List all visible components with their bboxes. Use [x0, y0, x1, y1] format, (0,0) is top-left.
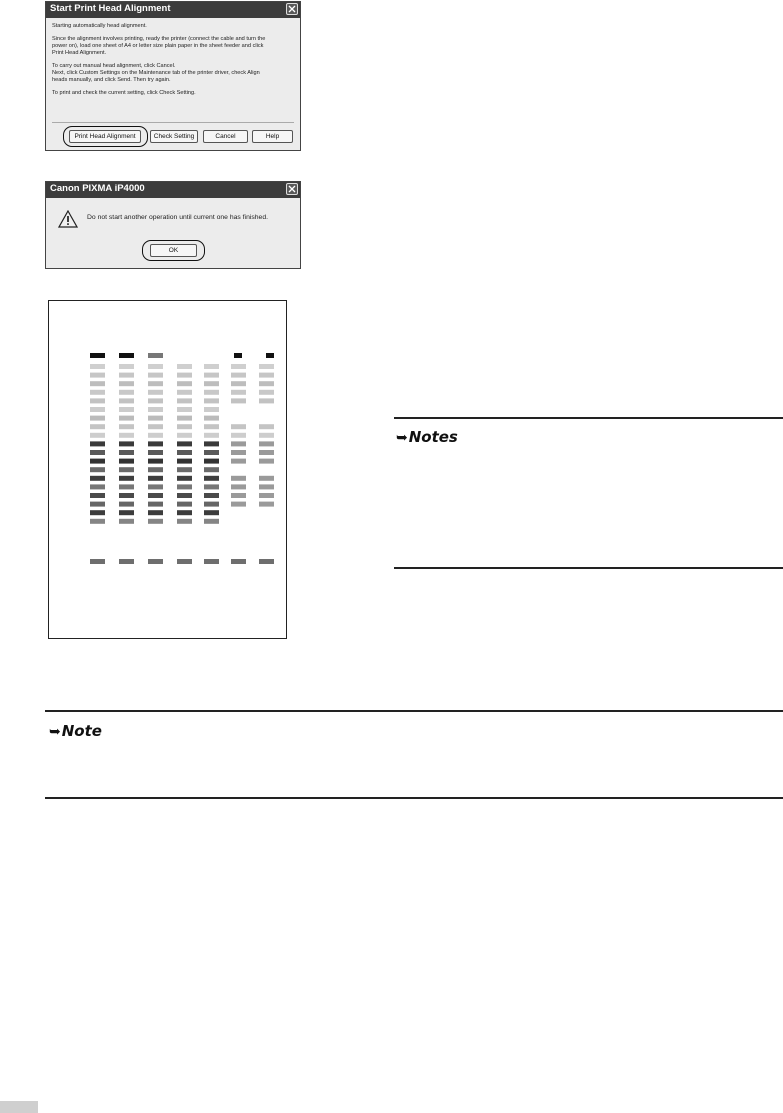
pattern-block — [204, 510, 219, 515]
pattern-block — [259, 441, 274, 446]
pattern-block — [90, 476, 105, 481]
pattern-block — [90, 390, 105, 395]
dialog-titlebar — [46, 2, 300, 18]
pattern-block — [259, 493, 274, 498]
pattern-block — [90, 381, 105, 386]
warning-icon — [58, 210, 78, 228]
pattern-block — [204, 459, 219, 464]
pattern-block — [90, 559, 105, 564]
dialog-message-line: Starting automatically head alignment. — [52, 23, 147, 29]
pattern-block — [90, 510, 105, 515]
alignment-pattern — [49, 301, 286, 638]
pattern-block — [119, 433, 134, 438]
pattern-block — [90, 433, 105, 438]
pattern-block — [204, 390, 219, 395]
pattern-block — [90, 364, 105, 369]
pattern-block — [259, 398, 274, 403]
pattern-block — [148, 424, 163, 429]
notes-heading — [396, 428, 458, 446]
pattern-block — [90, 441, 105, 446]
dialog-message-line: Print Head Alignment. — [52, 50, 107, 56]
arrow-icon: ➥ — [396, 430, 408, 446]
pattern-mark — [148, 353, 163, 358]
pattern-block — [204, 373, 219, 378]
pattern-block — [177, 476, 192, 481]
pattern-block — [90, 450, 105, 455]
pattern-block — [90, 373, 105, 378]
pattern-block — [119, 519, 134, 524]
help-button[interactable]: Help — [252, 130, 293, 143]
pattern-block — [90, 398, 105, 403]
note-bottom-rule — [45, 797, 783, 799]
note-heading — [49, 722, 102, 740]
pattern-block — [177, 364, 192, 369]
pattern-block — [231, 450, 246, 455]
pattern-block — [148, 433, 163, 438]
pattern-block — [231, 424, 246, 429]
pattern-block — [177, 559, 192, 564]
pattern-block — [148, 559, 163, 564]
pattern-block — [231, 559, 246, 564]
pattern-block — [231, 373, 246, 378]
start-print-head-alignment-dialog — [45, 1, 301, 151]
pattern-block — [177, 502, 192, 507]
pattern-block — [90, 467, 105, 472]
pattern-mark — [119, 353, 134, 358]
pattern-block — [231, 502, 246, 507]
pattern-block — [259, 381, 274, 386]
pattern-block — [90, 459, 105, 464]
pattern-block — [259, 484, 274, 489]
pattern-block — [148, 493, 163, 498]
notes-top-rule — [394, 417, 783, 419]
pattern-block — [119, 373, 134, 378]
dialog-message: Do not start another operation until current one has finished. — [87, 214, 268, 221]
pattern-block — [119, 502, 134, 507]
pattern-block — [148, 381, 163, 386]
pattern-block — [148, 364, 163, 369]
cancel-button[interactable]: Cancel — [203, 130, 248, 143]
pattern-block — [177, 467, 192, 472]
pattern-block — [204, 476, 219, 481]
pattern-block — [177, 407, 192, 412]
pattern-block — [204, 416, 219, 421]
pattern-block — [148, 390, 163, 395]
notes-bottom-rule — [394, 567, 783, 569]
dialog-message-line: Since the alignment involves printing, ready the printer (connect the cable and turn the — [52, 36, 266, 42]
check-setting-button[interactable]: Check Setting — [150, 130, 198, 143]
canon-pixma-dialog — [45, 181, 301, 269]
close-icon[interactable] — [286, 183, 298, 195]
pattern-block — [231, 390, 246, 395]
print-head-alignment-button[interactable]: Print Head Alignment — [69, 130, 141, 143]
pattern-block — [177, 450, 192, 455]
pattern-block — [204, 364, 219, 369]
pattern-block — [119, 381, 134, 386]
pattern-block — [177, 416, 192, 421]
pattern-block — [177, 390, 192, 395]
pattern-block — [119, 559, 134, 564]
pattern-block — [177, 433, 192, 438]
pattern-block — [259, 364, 274, 369]
pattern-block — [231, 433, 246, 438]
pattern-block — [148, 459, 163, 464]
note-top-rule — [45, 710, 783, 712]
pattern-block — [148, 476, 163, 481]
pattern-block — [204, 519, 219, 524]
pattern-block — [148, 373, 163, 378]
pattern-block — [204, 381, 219, 386]
pattern-block — [231, 441, 246, 446]
pattern-block — [231, 381, 246, 386]
pattern-block — [177, 484, 192, 489]
pattern-block — [119, 364, 134, 369]
pattern-block — [259, 424, 274, 429]
pattern-block — [148, 467, 163, 472]
pattern-block — [204, 493, 219, 498]
pattern-block — [90, 407, 105, 412]
pattern-block — [148, 407, 163, 412]
pattern-block — [148, 398, 163, 403]
pattern-block — [119, 390, 134, 395]
pattern-block — [90, 424, 105, 429]
pattern-block — [204, 559, 219, 564]
dialog-titlebar — [46, 182, 300, 198]
dialog-message-line: Next, click Custom Settings on the Maintenance tab of the printer driver, check Align — [52, 70, 260, 76]
pattern-block — [231, 364, 246, 369]
pattern-block — [119, 467, 134, 472]
pattern-block — [119, 416, 134, 421]
dialog-title: Canon PIXMA iP4000 — [50, 183, 145, 194]
pattern-block — [204, 424, 219, 429]
pattern-block — [177, 373, 192, 378]
note-heading-text: Note — [61, 722, 102, 740]
dialog-message-line: To carry out manual head alignment, click Cancel. — [52, 63, 176, 69]
dialog-message-line: power on), load one sheet of A4 or letter size plain paper in the sheet feeder and click — [52, 43, 264, 49]
pattern-block — [259, 476, 274, 481]
arrow-icon: ➥ — [49, 724, 61, 740]
pattern-block — [148, 519, 163, 524]
pattern-block — [90, 502, 105, 507]
dialog-message-line: heads manually, and click Send. Then try again. — [52, 77, 171, 83]
pattern-block — [204, 450, 219, 455]
pattern-block — [204, 502, 219, 507]
pattern-block — [177, 519, 192, 524]
pattern-mark — [266, 353, 274, 358]
pattern-block — [259, 433, 274, 438]
pattern-block — [231, 484, 246, 489]
button-separator — [52, 122, 294, 124]
pattern-block — [177, 424, 192, 429]
pattern-block — [177, 381, 192, 386]
pattern-block — [90, 519, 105, 524]
pattern-block — [231, 398, 246, 403]
pattern-block — [148, 502, 163, 507]
highlight-circle — [63, 126, 148, 147]
pattern-block — [148, 441, 163, 446]
pattern-block — [119, 441, 134, 446]
pattern-block — [148, 450, 163, 455]
alignment-pattern-printout — [48, 300, 287, 639]
pattern-block — [259, 450, 274, 455]
pattern-block — [259, 459, 274, 464]
pattern-block — [148, 484, 163, 489]
pattern-block — [119, 510, 134, 515]
pattern-block — [119, 398, 134, 403]
pattern-block — [119, 493, 134, 498]
pattern-block — [177, 398, 192, 403]
pattern-block — [204, 398, 219, 403]
pattern-block — [148, 510, 163, 515]
pattern-block — [231, 459, 246, 464]
close-icon[interactable] — [286, 3, 298, 15]
pattern-block — [90, 484, 105, 489]
pattern-block — [119, 484, 134, 489]
highlight-circle — [142, 240, 205, 261]
pattern-block — [259, 373, 274, 378]
pattern-block — [259, 390, 274, 395]
pattern-block — [177, 441, 192, 446]
pattern-mark — [90, 353, 105, 358]
pattern-block — [119, 450, 134, 455]
pattern-block — [204, 433, 219, 438]
pattern-block — [148, 416, 163, 421]
pattern-block — [259, 559, 274, 564]
pattern-block — [119, 424, 134, 429]
pattern-block — [231, 493, 246, 498]
dialog-title: Start Print Head Alignment — [50, 3, 171, 14]
pattern-block — [177, 459, 192, 464]
pattern-block — [177, 510, 192, 515]
pattern-block — [90, 493, 105, 498]
pattern-block — [204, 467, 219, 472]
pattern-block — [259, 502, 274, 507]
pattern-block — [231, 476, 246, 481]
ok-button[interactable]: OK — [150, 244, 197, 257]
notes-heading-text: Notes — [408, 428, 458, 446]
pattern-block — [119, 459, 134, 464]
pattern-block — [90, 416, 105, 421]
pattern-block — [204, 484, 219, 489]
pattern-block — [119, 476, 134, 481]
pattern-block — [204, 407, 219, 412]
pattern-block — [119, 407, 134, 412]
pattern-block — [177, 493, 192, 498]
dialog-message-line: To print and check the current setting, click Check Setting. — [52, 90, 196, 96]
pattern-block — [204, 441, 219, 446]
pattern-mark — [234, 353, 242, 358]
page-edge-tab — [0, 1101, 38, 1113]
